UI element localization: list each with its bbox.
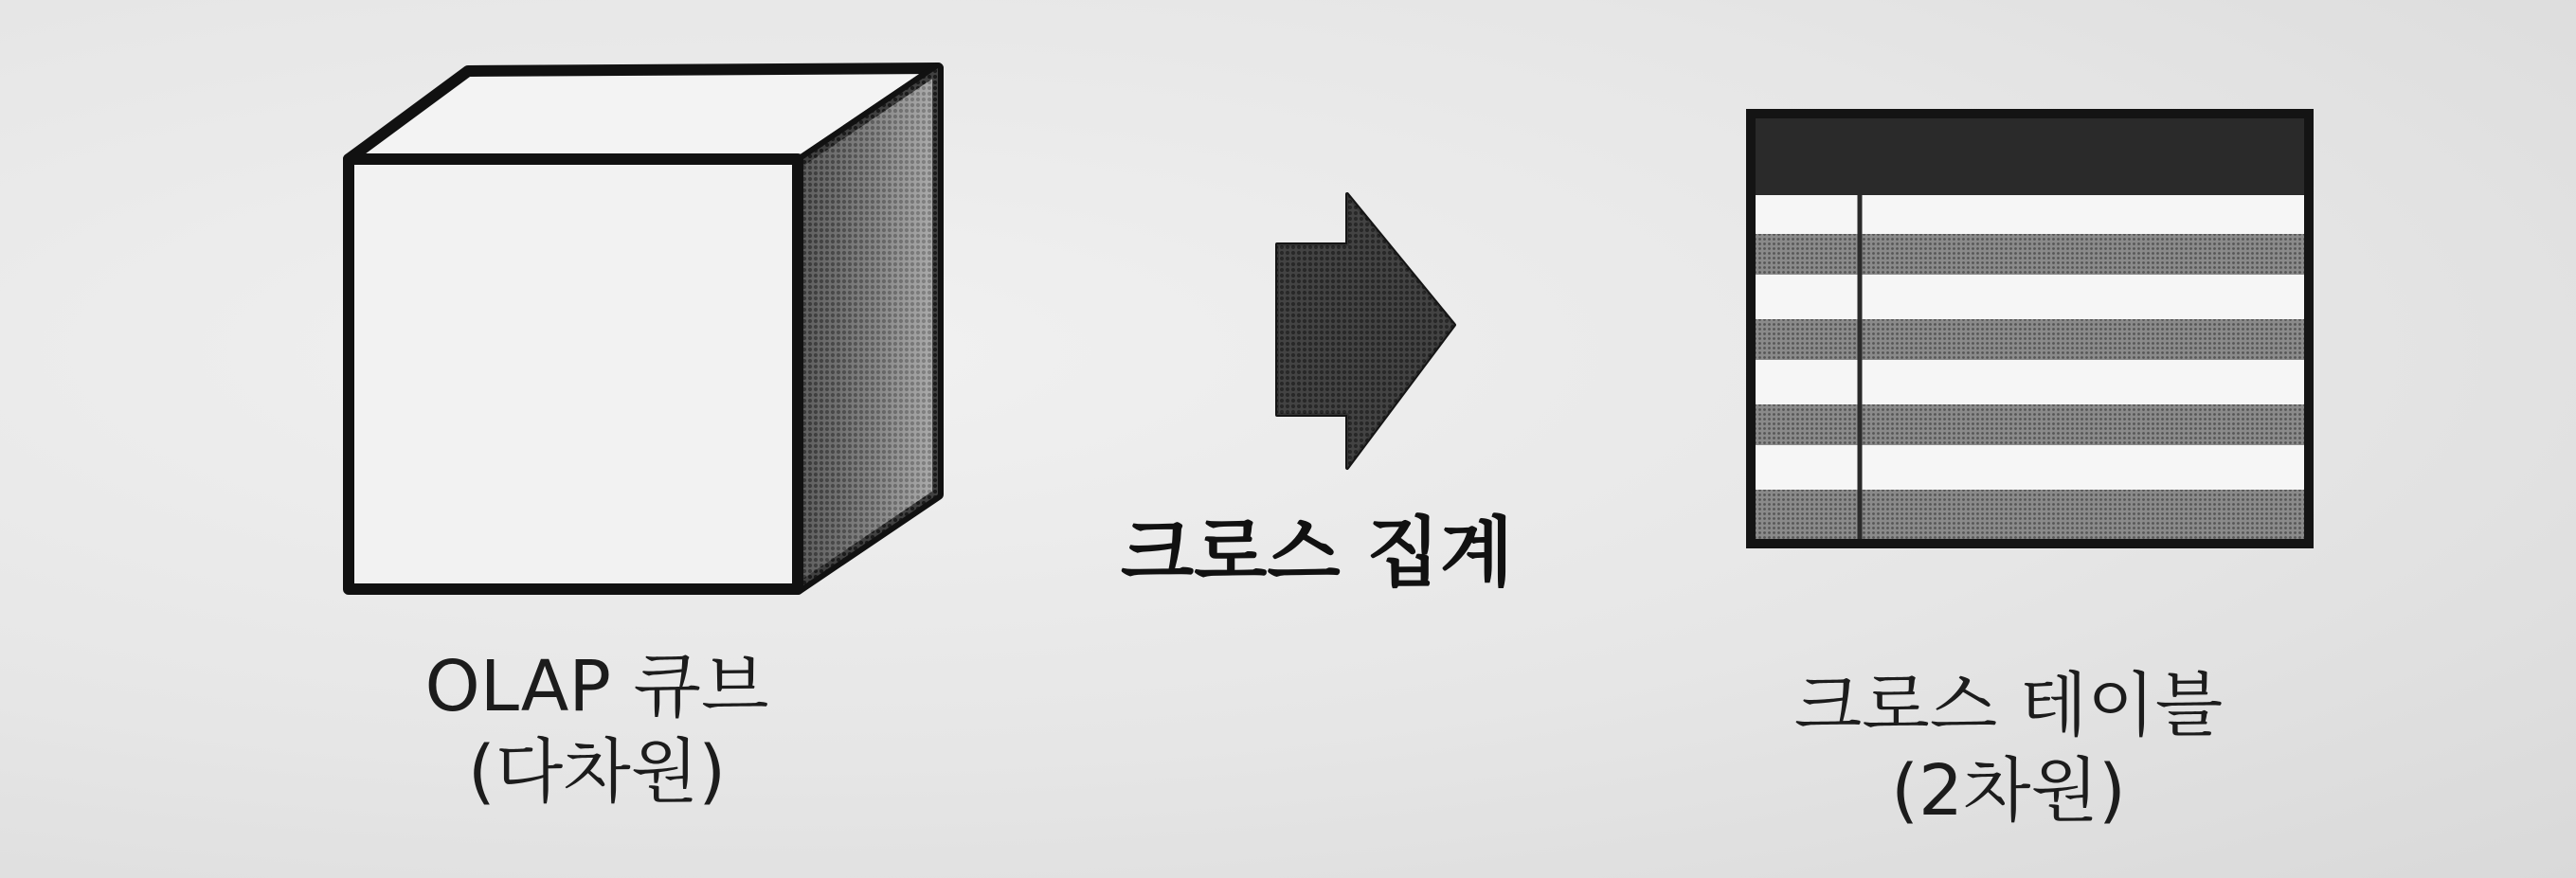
table-header — [1751, 114, 2309, 195]
table-dimension-note: (2차원) — [1891, 750, 2126, 833]
table-stripe — [1756, 319, 2304, 360]
cross-table — [1751, 114, 2309, 544]
table-stripe — [1756, 404, 2304, 445]
table-caption — [1648, 663, 2369, 834]
cube-caption — [313, 644, 881, 815]
table-name: 크로스 테이블 — [1793, 665, 2224, 746]
cube-name: OLAP 큐브 — [424, 646, 769, 727]
table-stripe — [1756, 234, 2304, 275]
cube-front-face — [349, 159, 798, 589]
right-arrow-icon — [1277, 194, 1454, 468]
olap-cube — [349, 68, 938, 589]
cube-dimension-note: (다차원) — [467, 731, 727, 814]
operation-name: 크로스 집계 — [1120, 509, 1514, 597]
table-stripe — [1756, 490, 2304, 539]
operation-label — [1033, 507, 1601, 600]
